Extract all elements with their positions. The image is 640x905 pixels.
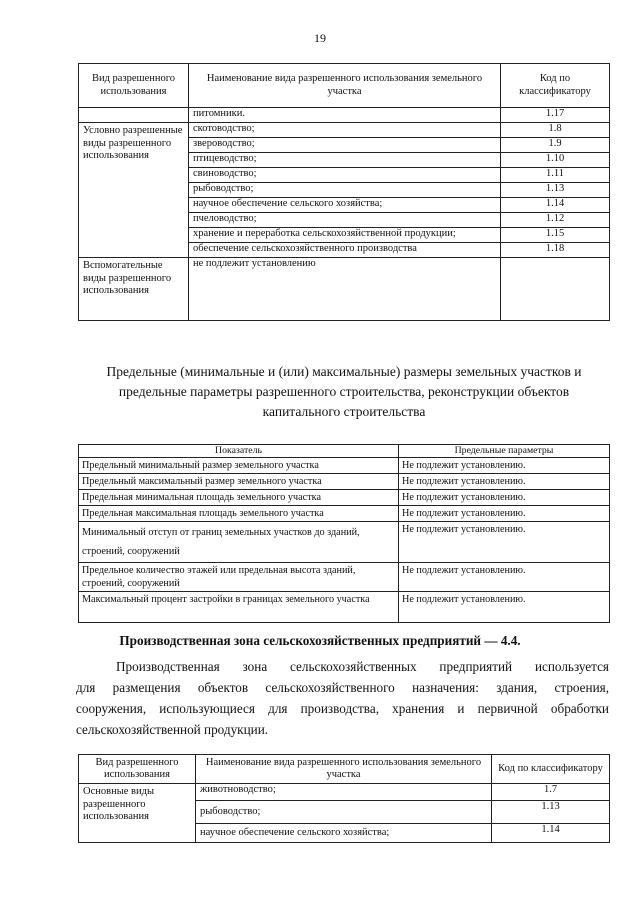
use-name: обеспечение сельскохозяйственного производства bbox=[189, 243, 501, 258]
header-code: Код по классификатору bbox=[492, 755, 610, 784]
use-name: хранение и переработка сельскохозяйственной продукции; bbox=[189, 228, 501, 243]
header-parameters: Предельные параметры bbox=[399, 445, 610, 458]
header-use-name: Наименование вида разрешенного использования земельного участка bbox=[189, 64, 501, 108]
use-code: 1.8 bbox=[501, 123, 610, 138]
header-code: Код по классификатору bbox=[501, 64, 610, 108]
use-code: 1.18 bbox=[501, 243, 610, 258]
use-code: 1.14 bbox=[501, 198, 610, 213]
header-indicator: Показатель bbox=[79, 445, 399, 458]
category-auxiliary: Вспомогательные виды разрешенного использования bbox=[79, 258, 189, 321]
limits-table bbox=[78, 444, 610, 623]
use-name: свиноводство; bbox=[189, 168, 501, 183]
table-header-row bbox=[79, 445, 610, 458]
limits-heading-line: предельные параметры разрешенного строительства, реконструкции объектов bbox=[118, 384, 570, 399]
table-header-row bbox=[79, 64, 610, 108]
table-row bbox=[79, 258, 610, 321]
use-name: питомники. bbox=[189, 108, 501, 123]
land-use-table bbox=[78, 63, 610, 321]
use-code: 1.13 bbox=[492, 801, 610, 824]
paragraph-line: сельскохозяйственной продукции. bbox=[76, 722, 269, 737]
header-use-type: Вид разрешенного использования bbox=[79, 64, 189, 108]
page-number: 19 bbox=[314, 31, 326, 45]
use-code: 1.17 bbox=[501, 108, 610, 123]
use-name: птицеводство; bbox=[189, 153, 501, 168]
paragraph-line: сооружения, использующиеся для производства, хранения и первичной обработки bbox=[76, 701, 609, 716]
paragraph-line: для размещения объектов сельскохозяйственного назначения: здания, строения, bbox=[76, 680, 609, 695]
indicator-cell: Максимальный процент застройки в границах земельного участка bbox=[79, 592, 399, 623]
indicator-cell: Предельное количество этажей или предельная высота зданий, строений, сооружений bbox=[79, 563, 399, 592]
use-name: пчеловодство; bbox=[189, 213, 501, 228]
paragraph-line: Производственная зона сельскохозяйственных предприятий используется bbox=[116, 659, 609, 674]
use-name: скотоводство; bbox=[189, 123, 501, 138]
limits-heading bbox=[70, 362, 618, 422]
use-code: 1.7 bbox=[492, 784, 610, 801]
use-code: 1.13 bbox=[501, 183, 610, 198]
table-header-row bbox=[79, 755, 610, 784]
table-row bbox=[79, 563, 610, 592]
use-name: рыбоводство; bbox=[189, 183, 501, 198]
use-name: рыбоводство; bbox=[196, 801, 492, 824]
use-code: 1.10 bbox=[501, 153, 610, 168]
indicator-cell: Предельная минимальная площадь земельного участка bbox=[79, 490, 399, 506]
value-cell: Не подлежит установлению. bbox=[399, 563, 610, 592]
use-code: 1.11 bbox=[501, 168, 610, 183]
use-name: не подлежит установлению bbox=[189, 258, 501, 321]
table-row bbox=[79, 490, 610, 506]
use-name: звероводство; bbox=[189, 138, 501, 153]
limits-heading-line: Предельные (минимальные и (или) максимальные) размеры земельных участков и bbox=[106, 364, 582, 379]
category-conditional: Условно разрешенные виды разрешенного использования bbox=[79, 123, 189, 258]
value-cell: Не подлежит установлению. bbox=[399, 490, 610, 506]
use-code: 1.9 bbox=[501, 138, 610, 153]
header-use-type: Вид разрешенного использования bbox=[79, 755, 196, 784]
category-cell-empty bbox=[79, 108, 189, 123]
indicator-cell: Предельный максимальный размер земельного участка bbox=[79, 474, 399, 490]
value-cell: Не подлежит установлению. bbox=[399, 592, 610, 623]
value-cell: Не подлежит установлению. bbox=[399, 506, 610, 522]
use-code bbox=[501, 258, 610, 321]
indicator-cell: Предельная максимальная площадь земельного участка bbox=[79, 506, 399, 522]
zone-description bbox=[76, 656, 609, 740]
table-row bbox=[79, 784, 610, 801]
value-cell: Не подлежит установлению. bbox=[399, 474, 610, 490]
zone-land-use-table bbox=[78, 754, 610, 843]
table-row bbox=[79, 458, 610, 474]
table-row bbox=[79, 108, 610, 123]
limits-heading-line: капитального строительства bbox=[262, 404, 426, 419]
use-code: 1.15 bbox=[501, 228, 610, 243]
table-row bbox=[79, 123, 610, 138]
indicator-cell: Минимальный отступ от границ земельных участков до зданий, строений, сооружений bbox=[79, 522, 399, 563]
value-cell: Не подлежит установлению. bbox=[399, 458, 610, 474]
zone-title: Производственная зона сельскохозяйственных предприятий — 4.4. bbox=[119, 633, 521, 648]
table-row bbox=[79, 592, 610, 623]
header-use-name: Наименование вида разрешенного использования земельного участка bbox=[196, 755, 492, 784]
value-cell: Не подлежит установлению. bbox=[399, 522, 610, 563]
use-name: животноводство; bbox=[196, 784, 492, 801]
use-name: научное обеспечение сельского хозяйства; bbox=[189, 198, 501, 213]
table-row bbox=[79, 506, 610, 522]
use-code: 1.14 bbox=[492, 824, 610, 843]
table-row bbox=[79, 522, 610, 563]
category-main: Основные виды разрешенного использования bbox=[79, 784, 196, 843]
table-row bbox=[79, 474, 610, 490]
use-code: 1.12 bbox=[501, 213, 610, 228]
use-name: научное обеспечение сельского хозяйства; bbox=[196, 824, 492, 843]
indicator-cell: Предельный минимальный размер земельного участка bbox=[79, 458, 399, 474]
